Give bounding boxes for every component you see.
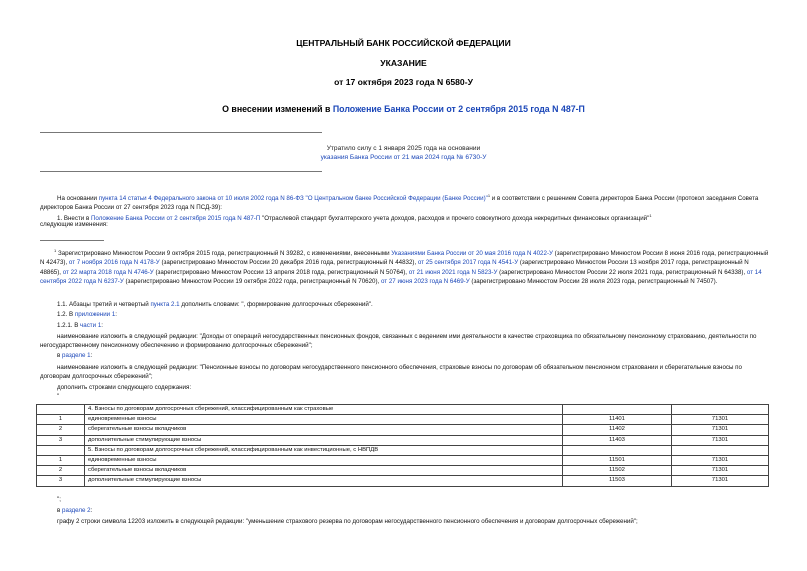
doc-title (0, 104, 807, 114)
clause-link[interactable]: пункта 2.1 (150, 301, 180, 308)
name-amendment-1: наименование изложить в следующей редакции: "Доходы от операций негосударственных пенсионных фондов, связанных с ведением ими деятельности в качестве страховщика по обязательному пенсионному страхованию, деятельности по негосударственному пенсионному обеспечению и формированию долгосрочных сбережений"; (40, 333, 757, 349)
table-group-row (37, 445, 769, 455)
footnote-text: (зарегистрировано Минюстом России 28 июля 2023 года, регистрационный N 74507). (469, 277, 718, 285)
item-text: 1.1. Абзацы третий и четвертый (57, 301, 151, 308)
repeal-note-link[interactable]: указания Банка России от 21 мая 2024 года № 6730-У (320, 154, 487, 161)
footnote-text: (зарегистрировано Минюстом России 13 ноября 2017 года, регистрационный N 48865), (40, 259, 749, 276)
footnote-link[interactable]: от 25 сентября 2017 года N 4541-У (417, 259, 519, 267)
section-1-ref (40, 352, 769, 361)
row-name-cell: 4. Взносы по договорам долгосрочных сбережений, классифицированным как страховые (85, 405, 563, 415)
column-2-amendment: графу 2 строки символа 12203 изложить в следующей редакции: "уменьшение страхового резерва по договорам негосударственного пенсионного обеспечения и договорам долгосрочных сбережений"; (57, 518, 638, 525)
footnote-divider (40, 240, 104, 241)
doc-date-number: от 17 октября 2023 года N 6580-У (334, 77, 473, 87)
table-row (37, 476, 769, 486)
section-2-link[interactable]: разделе 2 (62, 507, 91, 514)
row-name-cell: дополнительные стимулирующие взносы (85, 435, 563, 445)
row-number-cell: 3 (37, 435, 85, 445)
row-number-cell: 2 (37, 425, 85, 435)
footnote-link[interactable]: от 7 ноября 2016 года N 4178-У (68, 259, 160, 267)
footnote (40, 246, 769, 286)
row-account-cell: 71301 (672, 425, 769, 435)
quote-close: "; (57, 496, 61, 503)
issuer-heading: ЦЕНТРАЛЬНЫЙ БАНК РОССИЙСКОЙ ФЕДЕРАЦИИ (296, 38, 511, 48)
row-number-cell: 1 (37, 456, 85, 466)
footnote-marker: 1 (649, 213, 652, 218)
row-account-cell: 71301 (672, 435, 769, 445)
footnote-text: (зарегистрировано Минюстом России 13 апреля 2018 года, регистрационный N 50764), (153, 268, 409, 276)
divider-bottom (40, 171, 322, 172)
item-text: в (57, 352, 63, 359)
row-number-cell: 1 (37, 415, 85, 425)
table-row (37, 435, 769, 445)
item-text: : (90, 352, 93, 359)
row-name-cell: сберегательные взносы вкладчиков (85, 425, 563, 435)
item-text: 1.2.1. В (57, 322, 81, 329)
item-text: : (115, 311, 117, 318)
item-text: дополнить словами: ", формирование долгосрочных сбережений". (179, 301, 373, 308)
part-link[interactable]: части 1 (80, 322, 102, 329)
footnote-link[interactable]: от 21 июня 2021 года N 5823-У (408, 268, 498, 276)
doc-type-heading: УКАЗАНИЕ (380, 58, 427, 68)
row-symbol-cell: 11502 (563, 466, 672, 476)
row-symbol-cell: 11501 (563, 456, 672, 466)
footnote-marker: 1 (487, 193, 491, 198)
footnote-marker: 1 (54, 248, 57, 253)
row-name-cell: 5. Взносы по договорам долгосрочных сбережений, классифицированным как инвестиционные, с НВПДВ (85, 445, 563, 455)
table-row (37, 425, 769, 435)
intro-text: "Отраслевой стандарт бухгалтерского учета доходов, расходов и прочего совокупного дохода некредитных финансовых организаций" (260, 215, 650, 223)
item-1-2 (40, 311, 769, 320)
row-account-cell: 71301 (672, 456, 769, 466)
footnote-text: (зарегистрировано Минюстом России 22 июля 2021 года, регистрационный N 64338), (497, 268, 747, 276)
footnote-link[interactable]: от 22 марта 2018 года N 4746-У (62, 268, 154, 276)
section-1-link[interactable]: разделе 1 (62, 352, 91, 359)
row-account-cell: 71301 (672, 415, 769, 425)
item-1-1 (40, 301, 769, 310)
row-name-cell: сберегательные взносы вкладчиков (85, 466, 563, 476)
item-text: : (90, 507, 93, 514)
row-number-cell: 2 (37, 466, 85, 476)
regulation-link[interactable]: Положение Банка России от 2 сентября 2015 года N 487-П (90, 215, 261, 223)
item-text: в (57, 507, 63, 514)
law-link[interactable]: пункта 14 статьи 4 Федерального закона от 10 июля 2002 года N 86-ФЗ "О Центральном банке Российской Федерации (Банке России)" (98, 195, 488, 203)
footnote-link[interactable]: от 14 сентября 2022 года N 6237-У (40, 268, 762, 285)
add-rows-text: дополнить строками следующего содержания: (57, 384, 192, 391)
row-number-cell (37, 405, 85, 415)
row-symbol-cell: 11402 (563, 425, 672, 435)
row-symbol-cell (563, 445, 672, 455)
footnote-link[interactable]: Указаниями Банка России от 20 мая 2016 года N 4022-У (391, 250, 553, 258)
footnote-text: (зарегистрировано Минюстом России 19 октября 2022 года, регистрационный N 70620), (123, 277, 381, 285)
item-1-2-1 (40, 322, 769, 331)
row-symbol-cell: 11401 (563, 415, 672, 425)
row-symbol-cell: 11403 (563, 435, 672, 445)
accounts-table (36, 404, 769, 487)
footnote-text: Зарегистрировано Минюстом России 9 октября 2015 года, регистрационный N 39282, с изменениями, внесенными (57, 250, 392, 258)
divider-top (40, 132, 322, 133)
row-symbol-cell: 11503 (563, 476, 672, 486)
table-row (37, 466, 769, 476)
item-text: 1.2. В (57, 311, 75, 318)
row-account-cell: 71301 (672, 466, 769, 476)
footnote-text: (зарегистрировано Минюстом России 20 декабря 2016 года, регистрационный N 44832), (159, 259, 418, 267)
footnote-link[interactable]: от 27 июня 2023 года N 6469-У (381, 277, 470, 285)
doc-title-prefix: О внесении изменений в (222, 104, 333, 114)
row-name-cell: единовременные взносы (85, 456, 563, 466)
row-number-cell: 3 (37, 476, 85, 486)
row-number-cell (37, 445, 85, 455)
intro-paragraph-2-tail: следующие изменения: (40, 221, 108, 228)
row-name-cell: дополнительные стимулирующие взносы (85, 476, 563, 486)
row-account-cell (672, 445, 769, 455)
repeal-note (0, 154, 807, 161)
table-row (37, 415, 769, 425)
table-row (37, 456, 769, 466)
appendix-link[interactable]: приложении 1 (74, 311, 116, 318)
intro-text: 1. Внести в (57, 215, 91, 223)
footnote-text: (зарегистрировано Минюстом России 8 июня 2016 года, регистрационный N 42473), (40, 250, 769, 267)
table-group-row (37, 405, 769, 415)
doc-title-link[interactable]: Положение Банка России от 2 сентября 2015 года N 487-П (332, 104, 585, 114)
intro-text: и в соответствии с решением Совета директоров Банка России (протокол заседания Совета директоров Банка России от 27 сентября 2023 года N ПСД-39): (40, 195, 759, 211)
item-text: : (101, 322, 103, 329)
row-symbol-cell (563, 405, 672, 415)
quote-open: " (57, 393, 60, 400)
intro-text: На основании (57, 195, 99, 203)
name-amendment-2: наименование изложить в следующей редакции: "Пенсионные взносы по договорам негосударственного пенсионного обеспечения, страховые взносы по договорам об обязательном пенсионном страховании и сберегательные взносы по договорам долгосрочных сбережений"; (40, 364, 742, 380)
row-account-cell: 71301 (672, 476, 769, 486)
row-account-cell (672, 405, 769, 415)
section-2-ref (40, 507, 769, 516)
row-name-cell: единовременные взносы (85, 415, 563, 425)
intro-paragraph-1 (40, 192, 769, 212)
repeal-note-line: Утратило силу с 1 января 2025 года на основании (326, 145, 481, 152)
